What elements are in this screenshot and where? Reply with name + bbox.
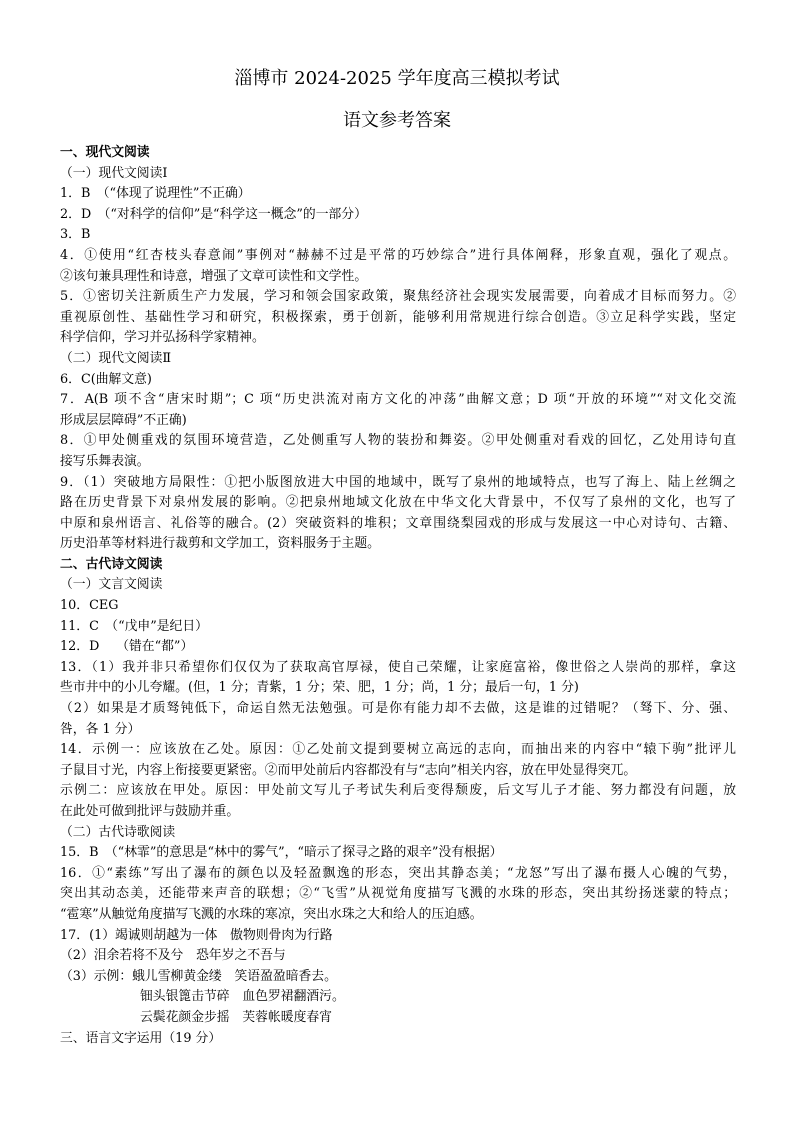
answer-line: 科学信仰，学习并弘扬科学家精神。 (60, 330, 265, 346)
answer-line: 重视原创性、基础性学习和研究，积极探索，勇于创新，能够利用常规进行综合创造。③立足科学实践，坚定 (60, 309, 736, 325)
subsection-heading: （一）现代文阅读Ⅰ (60, 165, 168, 181)
document-title: 淄博市 2024-2025 学年度高三模拟考试 (234, 68, 560, 89)
subsection-heading: （一）文言文阅读 (60, 577, 163, 593)
answer-line: （2）如果是才质驽钝低下，命运自然无法勉强。可是你有能力却不去做，这是谁的过错呢？（驽下、分、强、 (60, 701, 736, 717)
answer-line: 路在历史背景下对泉州发展的影响。②把泉州地域文化放在中华文化大背景中，不仅写了泉州的文化，也写了 (60, 495, 736, 511)
answer-line: 10．CEG (60, 598, 119, 614)
subsection-heading: （二）现代文阅读Ⅱ (60, 350, 172, 366)
answer-line: 11．C （“戊申”是纪日） (60, 618, 208, 634)
answer-line: 接写乐舞表演。 (60, 453, 150, 469)
section-heading-modern-reading: 一、现代文阅读 (60, 145, 150, 160)
answer-line: 4．①使用“红杏枝头春意闹”事例对“赫赫不过是平常的巧妙综合”进行具体阐释，形象直观，强化了观点。 (60, 247, 736, 263)
answer-line: 中原和泉州语言、礼俗等的融合。(2）突破资料的堆积；文章围绕梨园戏的形成与发展这一中心对诗句、古籍、 (60, 515, 736, 531)
answer-line: 2．D （“对科学的信仰”是“科学这一概念”的一部分） (60, 206, 367, 222)
section-heading-classical-reading: 二、古代诗文阅读 (60, 556, 163, 572)
answer-line: 15．B （“林霏”的意思是“林中的雾气”，“暗示了探寻之路的艰辛”没有根据） (60, 845, 503, 861)
answer-line: （3）示例：蛾儿雪柳黄金缕 笑语盈盈暗香去。 (60, 968, 337, 984)
answer-line: 子鼠目寸光，内容上衔接要更紧密。②而甲处前后内容都没有与“志向”相关内容，放在甲处显得突兀。 (60, 762, 637, 778)
answer-line: 在此处可做到批评与鼓励并重。 (60, 804, 240, 819)
answer-line: 9．（1）突破地方局限性：①把小版图放进大中国的地域中，既写了泉州的地域特点，也写了海上、陆上丝绸之 (60, 474, 736, 490)
answer-line: （2）泪余若将不及兮 恐年岁之不吾与 (60, 948, 286, 964)
answer-line: 云鬓花颜金步摇 芙蓉帐暖度春宵 (140, 1009, 332, 1025)
answer-line: 钿头银篦击节碎 血色罗裙翻酒污。 (140, 989, 345, 1005)
answer-line: 12．D （错在“都”） (60, 639, 194, 655)
answer-content (60, 143, 736, 1049)
subsection-heading: （二）古代诗歌阅读 (60, 824, 176, 840)
answer-line: 16．①“素练”写出了瀑布的颜色以及轻盈飘逸的形态，突出其静态美；“龙怒”写出了瀑布摄人心魄的气势， (60, 865, 736, 881)
answer-line: 示例二：应该放在甲处。原因：甲处前文写儿子考试失利后变得颓废，后文写儿子才能、努力都没有问题，放 (60, 783, 736, 799)
answer-line: “雹寒”从触觉角度描写飞溅的水珠的寒凉，突出水珠之大和给人的压迫感。 (60, 906, 483, 922)
answer-line: ②该句兼具理性和诗意，增强了文章可读性和文学性。 (60, 268, 368, 284)
answer-line: 形成层层障碍”不正确) (60, 412, 187, 428)
answer-line: 3．B (60, 227, 91, 243)
answer-line: 5．①密切关注新质生产力发展，学习和领会国家政策，聚焦经济社会现实发展需要，向着成才目标而努力。② (60, 289, 736, 305)
answer-line: 6．C(曲解文意) (60, 371, 152, 387)
answer-line: 17．(1）竭诚则胡越为一体 傲物则骨肉为行路 (60, 927, 333, 943)
answer-line: 1．B （“体现了说理性”不正确） (60, 186, 251, 202)
answer-line: 突出其动态美，还能带来声音的联想；②“飞雪”从视觉角度描写飞溅的水珠的形态，突出其纷扬迷蒙的特点； (60, 886, 736, 902)
section-heading-language-use: 三、语言文字运用（19 分） (60, 1030, 222, 1046)
answer-line: 8．①甲处侧重戏的氛围环境营造，乙处侧重写人物的装扮和舞姿。②甲处侧重对看戏的回忆，乙处用诗句直 (60, 433, 736, 449)
answer-line: 13．（1）我并非只希望你们仅仅为了获取高官厚禄，使自己荣耀，让家庭富裕，像世俗之人崇尚的那样，拿这 (60, 659, 736, 675)
answer-line: 咎，各 1 分） (60, 721, 141, 737)
document-subtitle: 语文参考答案 (343, 110, 451, 131)
answer-line: 14．示例一：应该放在乙处。原因：①乙处前文提到要树立高远的志向，而抽出来的内容中“辕下驹”批评儿 (60, 742, 736, 758)
answer-line: 历史沿革等材料进行裁剪和文学加工，资料服务于主题。 (60, 536, 380, 552)
answer-line: 些市井中的小儿夸耀。(但，1 分；青紫，1 分；荣、肥，1 分；尚，1 分；最后一句，1 分) (60, 680, 579, 696)
answer-line: 7．A(B 项不含“唐宋时期”；C 项“历史洪流对南方文化的冲荡”曲解文意；D 项“开放的环境”“对文化交流 (60, 392, 736, 408)
